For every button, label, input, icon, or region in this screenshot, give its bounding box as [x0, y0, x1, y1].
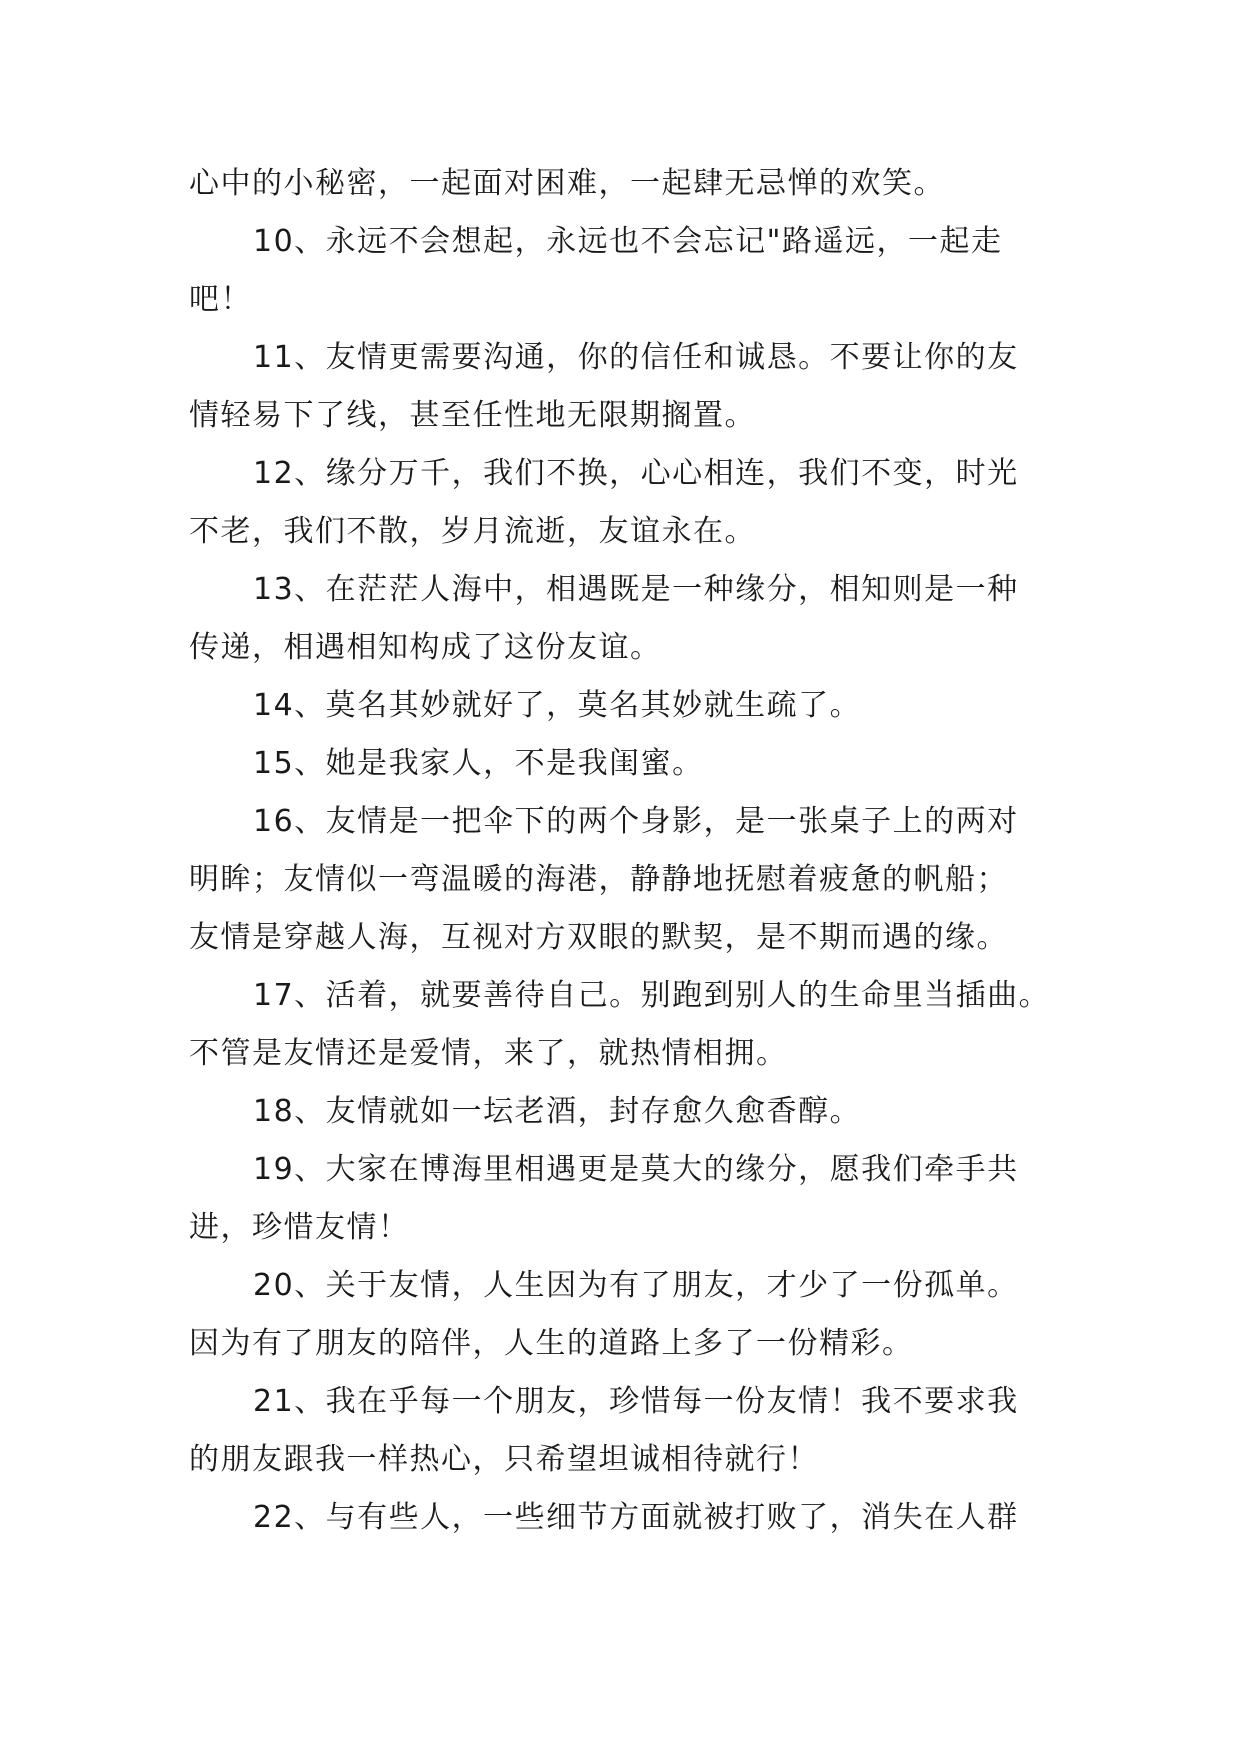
document-body: [189, 155, 1057, 1547]
text-line: 16、友情是一把伞下的两个身影，是一张桌子上的两对: [253, 804, 1019, 839]
text-line: 18、友情就如一坛老酒，封存愈久愈香醇。: [253, 1094, 862, 1129]
text-line: 心中的小秘密，一起面对困难，一起肆无忌惮的欢笑。: [189, 166, 945, 201]
text-line: 13、在茫茫人海中，相遇既是一种缘分，相知则是一种: [253, 572, 1019, 607]
text-line: 吧！: [189, 282, 252, 317]
text-line: 进，珍惜友情！: [189, 1210, 410, 1245]
text-line: 22、与有些人，一些细节方面就被打败了，消失在人群: [253, 1500, 1019, 1535]
text-line: 因为有了朋友的陪伴，人生的道路上多了一份精彩。: [189, 1326, 914, 1361]
text-line: 10、永远不会想起，永远也不会忘记"路遥远，一起走: [253, 224, 1003, 259]
text-line: 传递，相遇相知构成了这份友谊。: [189, 630, 662, 665]
text-line: 不老，我们不散，岁月流逝，友谊永在。: [189, 514, 756, 549]
text-line: 情轻易下了线，甚至任性地无限期搁置。: [189, 398, 756, 433]
text-line: 19、大家在博海里相遇更是莫大的缘分，愿我们牵手共: [253, 1152, 1019, 1187]
text-line: 11、友情更需要沟通，你的信任和诚恳。不要让你的友: [253, 340, 1019, 375]
text-line: 21、我在乎每一个朋友，珍惜每一份友情！我不要求我: [253, 1384, 1019, 1419]
text-line: 不管是友情还是爱情，来了，就热情相拥。: [189, 1036, 788, 1071]
text-line: 20、关于友情，人生因为有了朋友，才少了一份孤单。: [253, 1268, 1019, 1303]
text-line: 15、她是我家人，不是我闺蜜。: [253, 746, 704, 781]
text-line: 17、活着，就要善待自己。别跑到别人的生命里当插曲。: [253, 978, 1051, 1013]
text-line: 明眸；友情似一弯温暖的海港，静静地抚慰着疲惫的帆船；: [189, 862, 1008, 897]
text-line: 12、缘分万千，我们不换，心心相连，我们不变，时光: [253, 456, 1019, 491]
text-line: 的朋友跟我一样热心，只希望坦诚相待就行！: [189, 1442, 819, 1477]
text-line: 友情是穿越人海，互视对方双眼的默契，是不期而遇的缘。: [189, 920, 1008, 955]
text-line: 14、莫名其妙就好了，莫名其妙就生疏了。: [253, 688, 862, 723]
